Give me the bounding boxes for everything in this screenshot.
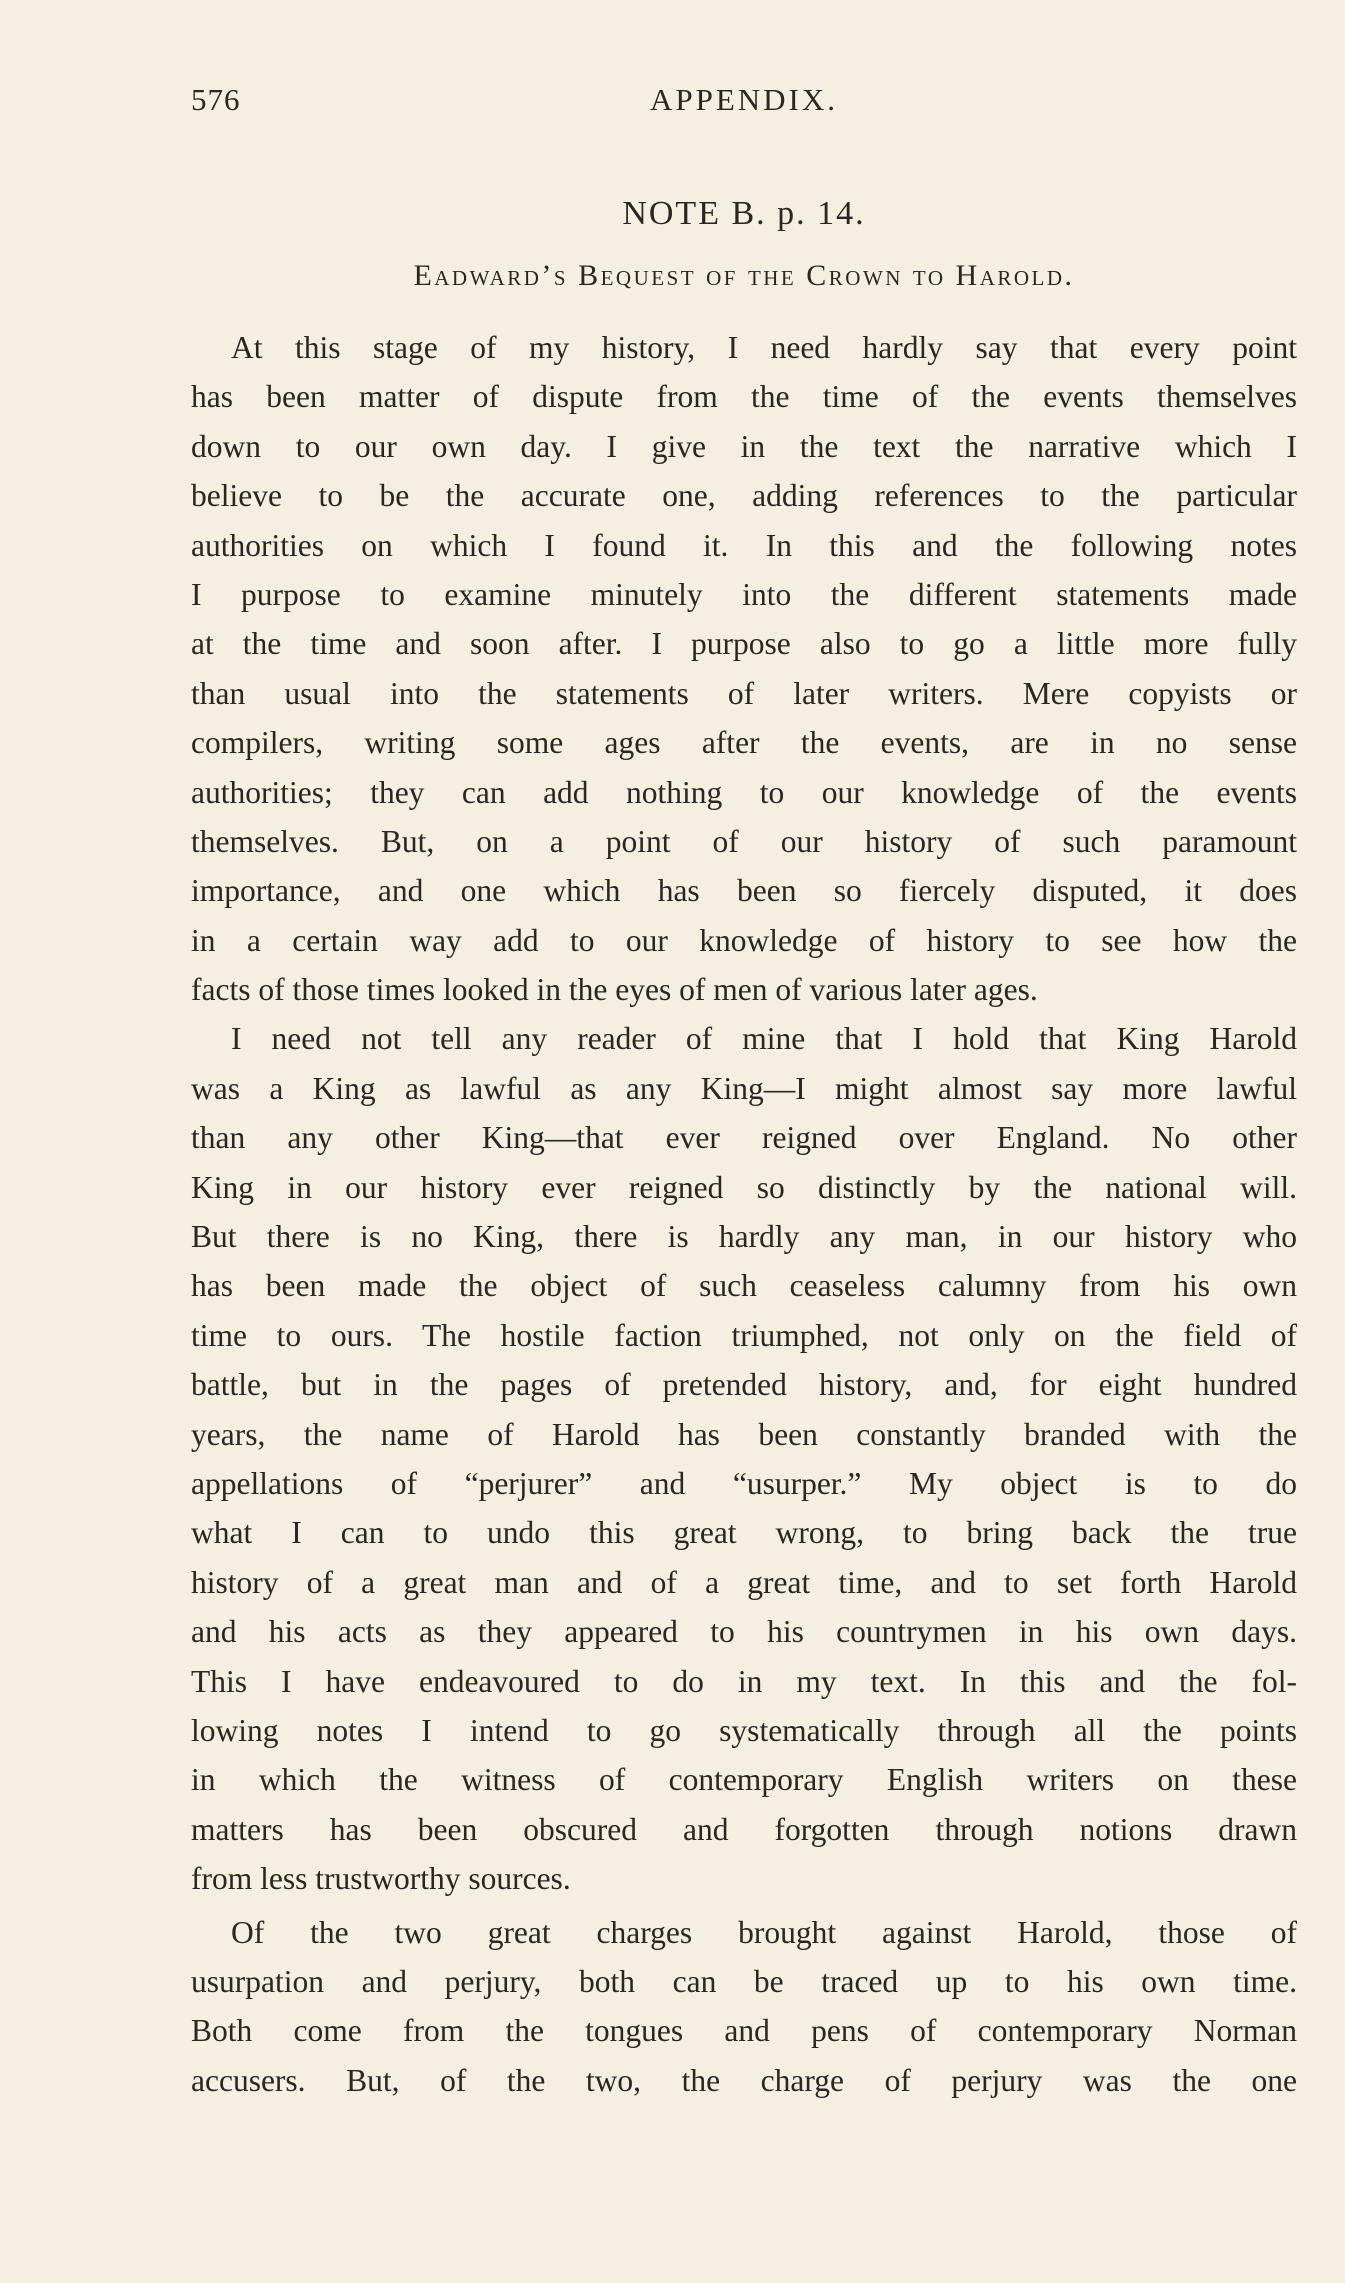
note-heading: NOTE B. p. 14.	[622, 195, 866, 232]
text-line: from less trustworthy sources.	[191, 1861, 571, 1897]
text-line: I need not tell any reader of mine that I hold that King Harold	[231, 1021, 1297, 1057]
text-line: years, the name of Harold has been constantly branded with the	[191, 1416, 1297, 1452]
text-line: Both come from the tongues and pens of contemporary Norman	[191, 2013, 1297, 2049]
text-line: than usual into the statements of later writers. Mere copyists or	[191, 675, 1297, 711]
text-line: in a certain way add to our knowledge of history to see how the	[191, 922, 1297, 958]
text-line: compilers, writing some ages after the events, are in no sense	[191, 725, 1297, 761]
text-line: usurpation and perjury, both can be traced up to his own time.	[191, 1963, 1297, 1999]
text-line: I purpose to examine minutely into the different statements made	[191, 576, 1297, 612]
text-line: than any other King—that ever reigned over England. No other	[191, 1120, 1297, 1156]
text-line: facts of those times looked in the eyes of men of various later ages.	[191, 972, 1038, 1008]
text-line: has been made the object of such ceaseless calumny from his own	[191, 1268, 1297, 1304]
body-text	[191, 323, 1297, 2105]
text-line: lowing notes I intend to go systematically through all the points	[191, 1712, 1297, 1748]
note-title: Eadward’s Bequest of the Crown to Harold.	[413, 259, 1075, 292]
text-line: matters has been obscured and forgotten through notions drawn	[191, 1811, 1297, 1847]
text-line: This I have endeavoured to do in my text. In this and the fol-	[191, 1663, 1297, 1699]
text-line: at the time and soon after. I purpose also to go a little more fully	[191, 626, 1297, 662]
text-line: has been matter of dispute from the time of the events themselves	[191, 379, 1297, 415]
text-line: King in our history ever reigned so distinctly by the national will.	[191, 1169, 1297, 1205]
text-line: what I can to undo this great wrong, to bring back the true	[191, 1515, 1297, 1551]
text-line: authorities on which I found it. In this and the following notes	[191, 527, 1297, 563]
text-line: importance, and one which has been so fiercely disputed, it does	[191, 873, 1297, 909]
text-line: believe to be the accurate one, adding references to the particular	[191, 478, 1297, 514]
text-line: time to ours. The hostile faction triumphed, not only on the field of	[191, 1317, 1297, 1353]
text-line: themselves. But, on a point of our history of such paramount	[191, 823, 1297, 859]
text-line: and his acts as they appeared to his countrymen in his own days.	[191, 1614, 1297, 1650]
text-line: in which the witness of contemporary English writers on these	[191, 1762, 1297, 1798]
text-line: accusers. But, of the two, the charge of perjury was the one	[191, 2062, 1297, 2098]
text-line: But there is no King, there is hardly any man, in our history who	[191, 1219, 1297, 1255]
text-line: down to our own day. I give in the text the narrative which I	[191, 428, 1297, 464]
text-line: was a King as lawful as any King—I might almost say more lawful	[191, 1070, 1297, 1106]
page-number: 576	[191, 82, 241, 117]
running-header	[191, 82, 1297, 122]
text-line: history of a great man and of a great time, and to set forth Harold	[191, 1564, 1297, 1600]
text-line: At this stage of my history, I need hardly say that every point	[231, 330, 1297, 365]
text-line: appellations of “perjurer” and “usurper.” My object is to do	[191, 1465, 1297, 1501]
text-line: Of the two great charges brought against Harold, those of	[231, 1914, 1297, 1950]
text-line: battle, but in the pages of pretended history, and, for eight hundred	[191, 1367, 1297, 1403]
text-line: authorities; they can add nothing to our knowledge of the events	[191, 774, 1297, 810]
running-title: APPENDIX.	[649, 82, 839, 117]
